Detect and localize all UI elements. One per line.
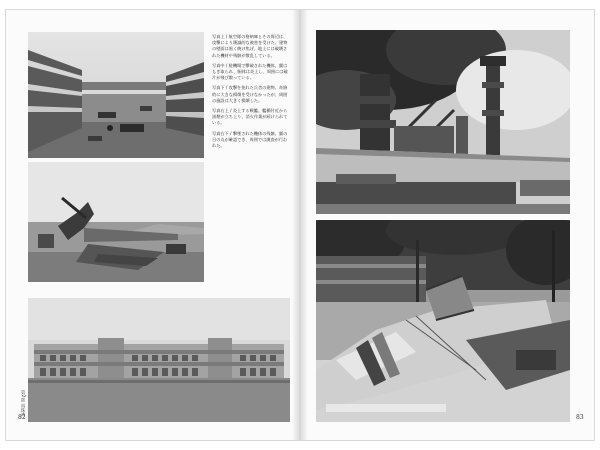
photo-wrecked-aircraft: [28, 162, 204, 282]
caption-paragraph: 写真上 / 航空隊の格納庫とその周辺は、攻撃により壊滅的な被害を受けた。建物の壁面は黒く焼け焦げ、地上には破壊された機材や残骸が散乱している。: [212, 34, 288, 58]
caption-paragraph: 写真右下 / 撃墜された機体の残骸。翼の日の丸が確認でき、周囲では調査が行われた。: [212, 130, 288, 149]
caption-paragraph: 写真中 / 駐機場で撃破された機体。翼はもぎ取られ、胴体は炎上し、周囲には破片が飛び散っている。: [212, 62, 288, 81]
photo-downed-aircraft: [316, 220, 570, 422]
page-number-left: 82: [18, 414, 26, 421]
book-spread: [6, 10, 594, 440]
photo-burning-battleship: [316, 30, 570, 214]
book-gutter-shadow: [292, 10, 308, 440]
photo-hangar-debris: [28, 32, 204, 158]
photo-barracks: [28, 298, 290, 422]
caption-text-column: [212, 34, 290, 184]
left-page: [6, 10, 300, 440]
caption-paragraph: 写真右上 / 炎上する戦艦。艦橋付近から黒煙が立ち上り、消火作業が続けられている。: [212, 108, 288, 126]
running-head: 第2部 真珠湾: [20, 390, 25, 417]
page-number-right: 83: [576, 414, 584, 421]
right-page: [300, 10, 594, 440]
caption-paragraph: 写真下 / 攻撃を免れた兵舎の建物。奇跡的に大きな損傷を受けなかったが、周囲の施設は大きく損壊した。: [212, 85, 288, 103]
